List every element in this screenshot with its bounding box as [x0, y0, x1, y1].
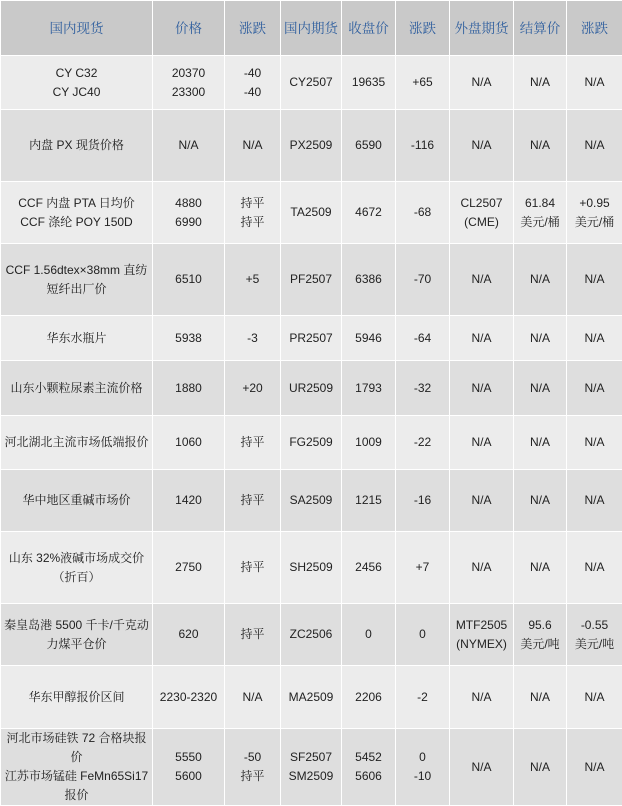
- spot-price-cell: [153, 56, 225, 110]
- spot-change-cell: [225, 416, 281, 470]
- spot-price-cell: [153, 532, 225, 604]
- futures-close-cell: [342, 110, 396, 182]
- spot-price-cell: [153, 110, 225, 182]
- header-settlement-change: 涨跌: [567, 1, 622, 56]
- settlement-price-cell: [514, 244, 567, 316]
- spot-name-cell-line: 短纤出厂价: [3, 280, 150, 299]
- settlement-price-cell-line: 美元/吨: [516, 635, 564, 654]
- spot-price-cell-line: 2230-2320: [155, 688, 222, 707]
- settlement-price-cell-line: N/A: [516, 270, 564, 289]
- futures-change-cell-line: 0: [398, 748, 447, 767]
- futures-contract-cell-line: TA2509: [283, 203, 339, 222]
- futures-change-cell-line: -16: [398, 491, 447, 510]
- spot-name-cell-line: CCF 1.56dtex×38mm 直纺: [3, 261, 150, 280]
- spot-price-cell-line: N/A: [155, 136, 222, 155]
- table-row: [1, 361, 622, 416]
- spot-change-cell: [225, 470, 281, 532]
- foreign-futures-cell-line: N/A: [452, 73, 511, 92]
- table-row: [1, 666, 622, 729]
- settlement-change-cell: [567, 56, 622, 110]
- spot-name-cell-line: 河北市场硅铁 72 合格块报价: [3, 729, 150, 767]
- table-row: [1, 110, 622, 182]
- futures-change-cell: [396, 604, 450, 666]
- spot-price-cell: [153, 604, 225, 666]
- spot-price-cell-line: 5600: [155, 767, 222, 786]
- spot-name-cell: [1, 532, 153, 604]
- spot-price-cell: [153, 470, 225, 532]
- foreign-futures-cell-line: N/A: [452, 136, 511, 155]
- settlement-change-cell: [567, 182, 622, 244]
- futures-change-cell: [396, 416, 450, 470]
- settlement-change-cell-line: N/A: [569, 688, 620, 707]
- spot-price-cell: [153, 316, 225, 361]
- settlement-price-cell: [514, 729, 567, 806]
- spot-price-cell: [153, 182, 225, 244]
- futures-close-cell: [342, 470, 396, 532]
- spot-name-cell-line: CY JC40: [3, 83, 150, 102]
- settlement-price-cell-line: N/A: [516, 433, 564, 452]
- settlement-change-cell: [567, 244, 622, 316]
- futures-change-cell: [396, 110, 450, 182]
- futures-contract-cell: [281, 56, 342, 110]
- settlement-change-cell-line: 美元/桶: [569, 213, 620, 232]
- settlement-change-cell: [567, 532, 622, 604]
- settlement-price-cell-line: N/A: [516, 379, 564, 398]
- spot-change-cell: [225, 110, 281, 182]
- spot-name-cell: [1, 666, 153, 729]
- futures-change-cell-line: +7: [398, 558, 447, 577]
- spot-change-cell-line: 持平: [227, 558, 278, 577]
- foreign-futures-cell-line: N/A: [452, 379, 511, 398]
- spot-name-cell: [1, 729, 153, 806]
- futures-change-cell-line: 0: [398, 625, 447, 644]
- spot-price-cell-line: 5938: [155, 329, 222, 348]
- table-row: [1, 244, 622, 316]
- header-change: 涨跌: [225, 1, 281, 56]
- foreign-futures-cell: [450, 729, 514, 806]
- spot-price-cell-line: 6990: [155, 213, 222, 232]
- foreign-futures-cell-line: N/A: [452, 688, 511, 707]
- futures-contract-cell: [281, 532, 342, 604]
- futures-change-cell: [396, 532, 450, 604]
- table-row: [1, 316, 622, 361]
- table-row: [1, 604, 622, 666]
- header-domestic-futures: 国内期货: [281, 1, 342, 56]
- foreign-futures-cell-line: N/A: [452, 329, 511, 348]
- spot-name-cell-line: CCF 内盘 PTA 日均价: [3, 194, 150, 213]
- spot-change-cell-line: -40: [227, 83, 278, 102]
- table-header-row: [1, 1, 622, 56]
- spot-price-cell: [153, 244, 225, 316]
- settlement-change-cell-line: N/A: [569, 433, 620, 452]
- futures-contract-cell: [281, 604, 342, 666]
- spot-price-cell-line: 20370: [155, 64, 222, 83]
- settlement-change-cell-line: N/A: [569, 329, 620, 348]
- foreign-futures-cell-line: N/A: [452, 270, 511, 289]
- spot-name-cell-line: CCF 涤纶 POY 150D: [3, 213, 150, 232]
- spot-change-cell-line: -50: [227, 748, 278, 767]
- futures-change-cell: [396, 244, 450, 316]
- futures-close-cell: [342, 244, 396, 316]
- futures-contract-cell-line: PF2507: [283, 270, 339, 289]
- futures-close-cell: [342, 666, 396, 729]
- futures-change-cell-line: +65: [398, 73, 447, 92]
- futures-change-cell: [396, 666, 450, 729]
- settlement-price-cell-line: 美元/桶: [516, 213, 564, 232]
- foreign-futures-cell-line: N/A: [452, 758, 511, 777]
- settlement-change-cell-line: 美元/吨: [569, 635, 620, 654]
- settlement-change-cell: [567, 416, 622, 470]
- futures-contract-cell: [281, 729, 342, 806]
- futures-contract-cell-line: MA2509: [283, 688, 339, 707]
- foreign-futures-cell: [450, 244, 514, 316]
- futures-close-cell-line: 1793: [344, 379, 393, 398]
- spot-change-cell-line: -40: [227, 64, 278, 83]
- futures-close-cell-line: 2206: [344, 688, 393, 707]
- futures-contract-cell-line: PX2509: [283, 136, 339, 155]
- settlement-change-cell-line: N/A: [569, 73, 620, 92]
- futures-contract-cell: [281, 416, 342, 470]
- spot-change-cell-line: 持平: [227, 433, 278, 452]
- foreign-futures-cell-line: N/A: [452, 491, 511, 510]
- futures-contract-cell: [281, 361, 342, 416]
- spot-price-cell: [153, 361, 225, 416]
- settlement-price-cell-line: N/A: [516, 491, 564, 510]
- futures-close-cell-line: 19635: [344, 73, 393, 92]
- spot-name-cell-line: 河北湖北主流市场低端报价: [3, 433, 150, 452]
- settlement-change-cell: [567, 729, 622, 806]
- spot-name-cell: [1, 110, 153, 182]
- settlement-price-cell: [514, 316, 567, 361]
- spot-change-cell: [225, 182, 281, 244]
- foreign-futures-cell: [450, 470, 514, 532]
- spot-name-cell: [1, 604, 153, 666]
- spot-name-cell-line: 报价: [3, 786, 150, 805]
- futures-close-cell-line: 4672: [344, 203, 393, 222]
- spot-name-cell-line: 力煤平仓价: [3, 635, 150, 654]
- settlement-price-cell: [514, 361, 567, 416]
- settlement-price-cell-line: N/A: [516, 558, 564, 577]
- settlement-price-cell: [514, 182, 567, 244]
- spot-price-cell-line: 5550: [155, 748, 222, 767]
- foreign-futures-cell: [450, 182, 514, 244]
- settlement-price-cell: [514, 604, 567, 666]
- futures-close-cell-line: 5606: [344, 767, 393, 786]
- spot-name-cell: [1, 244, 153, 316]
- futures-change-cell-line: -2: [398, 688, 447, 707]
- spot-name-cell-line: 华东甲醇报价区间: [3, 688, 150, 707]
- spot-change-cell: [225, 244, 281, 316]
- futures-close-cell-line: 5946: [344, 329, 393, 348]
- spot-change-cell-line: 持平: [227, 213, 278, 232]
- foreign-futures-cell: [450, 56, 514, 110]
- futures-contract-cell-line: SA2509: [283, 491, 339, 510]
- spot-name-cell: [1, 316, 153, 361]
- table-body: [1, 56, 622, 806]
- futures-close-cell: [342, 532, 396, 604]
- futures-close-cell-line: 2456: [344, 558, 393, 577]
- spot-price-cell: [153, 666, 225, 729]
- spot-name-cell-line: 华中地区重碱市场价: [3, 491, 150, 510]
- spot-change-cell-line: +5: [227, 270, 278, 289]
- spot-change-cell-line: +20: [227, 379, 278, 398]
- foreign-futures-cell-line: MTF2505: [452, 616, 511, 635]
- settlement-change-cell-line: N/A: [569, 136, 620, 155]
- futures-change-cell: [396, 316, 450, 361]
- futures-close-cell: [342, 604, 396, 666]
- header-futures-change: 涨跌: [396, 1, 450, 56]
- futures-contract-cell: [281, 470, 342, 532]
- spot-change-cell: [225, 532, 281, 604]
- settlement-change-cell-line: N/A: [569, 558, 620, 577]
- spot-change-cell-line: 持平: [227, 625, 278, 644]
- spot-change-cell: [225, 729, 281, 806]
- settlement-price-cell: [514, 666, 567, 729]
- futures-change-cell-line: -68: [398, 203, 447, 222]
- spot-price-cell-line: 1420: [155, 491, 222, 510]
- spot-name-cell: [1, 470, 153, 532]
- settlement-change-cell: [567, 110, 622, 182]
- futures-close-cell: [342, 361, 396, 416]
- spot-change-cell-line: 持平: [227, 491, 278, 510]
- spot-name-cell: [1, 361, 153, 416]
- futures-close-cell-line: 1215: [344, 491, 393, 510]
- spot-price-cell-line: 23300: [155, 83, 222, 102]
- futures-close-cell-line: 6590: [344, 136, 393, 155]
- foreign-futures-cell-line: N/A: [452, 558, 511, 577]
- settlement-change-cell: [567, 604, 622, 666]
- header-foreign-futures: 外盘期货: [450, 1, 514, 56]
- foreign-futures-cell: [450, 316, 514, 361]
- spot-name-cell: [1, 416, 153, 470]
- futures-close-cell-line: 1009: [344, 433, 393, 452]
- futures-close-cell: [342, 316, 396, 361]
- spot-name-cell-line: 江苏市场锰硅 FeMn65Si17: [3, 767, 150, 786]
- futures-close-cell: [342, 416, 396, 470]
- spot-name-cell-line: 山东小颗粒尿素主流价格: [3, 379, 150, 398]
- settlement-price-cell-line: N/A: [516, 136, 564, 155]
- spot-name-cell-line: 华东水瓶片: [3, 329, 150, 348]
- spot-change-cell-line: -3: [227, 329, 278, 348]
- futures-change-cell: [396, 56, 450, 110]
- futures-change-cell: [396, 470, 450, 532]
- foreign-futures-cell-line: CL2507: [452, 194, 511, 213]
- settlement-price-cell: [514, 416, 567, 470]
- futures-contract-cell: [281, 316, 342, 361]
- settlement-change-cell: [567, 361, 622, 416]
- settlement-change-cell-line: N/A: [569, 758, 620, 777]
- spot-price-cell-line: 6510: [155, 270, 222, 289]
- futures-close-cell-line: 0: [344, 625, 393, 644]
- spot-price-cell-line: 2750: [155, 558, 222, 577]
- foreign-futures-cell: [450, 110, 514, 182]
- futures-change-cell-line: -70: [398, 270, 447, 289]
- foreign-futures-cell-line: N/A: [452, 433, 511, 452]
- futures-contract-cell: [281, 244, 342, 316]
- header-close-price: 收盘价: [342, 1, 396, 56]
- spot-name-cell: [1, 56, 153, 110]
- header-price: 价格: [153, 1, 225, 56]
- futures-contract-cell-line: FG2509: [283, 433, 339, 452]
- futures-change-cell: [396, 361, 450, 416]
- spot-price-cell-line: 1880: [155, 379, 222, 398]
- settlement-change-cell: [567, 470, 622, 532]
- futures-close-cell: [342, 182, 396, 244]
- spot-name-cell-line: 内盘 PX 现货价格: [3, 136, 150, 155]
- futures-contract-cell-line: PR2507: [283, 329, 339, 348]
- table-row: [1, 729, 622, 806]
- table-row: [1, 470, 622, 532]
- table-row: [1, 416, 622, 470]
- spot-change-cell-line: N/A: [227, 136, 278, 155]
- settlement-change-cell-line: N/A: [569, 379, 620, 398]
- futures-change-cell-line: -64: [398, 329, 447, 348]
- header-settlement-price: 结算价: [514, 1, 567, 56]
- spot-change-cell-line: 持平: [227, 767, 278, 786]
- futures-change-cell-line: -10: [398, 767, 447, 786]
- spot-change-cell: [225, 316, 281, 361]
- settlement-price-cell-line: N/A: [516, 688, 564, 707]
- futures-contract-cell-line: ZC2506: [283, 625, 339, 644]
- foreign-futures-cell-line: (CME): [452, 213, 511, 232]
- header-domestic-spot: 国内现货: [1, 1, 153, 56]
- futures-change-cell-line: -116: [398, 136, 447, 155]
- spot-price-cell-line: 4880: [155, 194, 222, 213]
- settlement-price-cell-line: 95.6: [516, 616, 564, 635]
- spot-change-cell-line: N/A: [227, 688, 278, 707]
- settlement-price-cell-line: N/A: [516, 758, 564, 777]
- futures-contract-cell: [281, 110, 342, 182]
- settlement-change-cell-line: +0.95: [569, 194, 620, 213]
- futures-contract-cell: [281, 666, 342, 729]
- table-row: [1, 56, 622, 110]
- spot-price-cell: [153, 729, 225, 806]
- spot-name-cell-line: 山东 32%液碱市场成交价: [3, 549, 150, 568]
- settlement-price-cell: [514, 532, 567, 604]
- spot-price-cell-line: 620: [155, 625, 222, 644]
- futures-change-cell-line: -32: [398, 379, 447, 398]
- settlement-price-cell-line: N/A: [516, 73, 564, 92]
- futures-close-cell-line: 5452: [344, 748, 393, 767]
- foreign-futures-cell: [450, 604, 514, 666]
- table-row: [1, 182, 622, 244]
- futures-close-cell-line: 6386: [344, 270, 393, 289]
- settlement-change-cell: [567, 316, 622, 361]
- spot-name-cell-line: （折百）: [3, 568, 150, 587]
- foreign-futures-cell-line: (NYMEX): [452, 635, 511, 654]
- foreign-futures-cell: [450, 361, 514, 416]
- spot-change-cell: [225, 361, 281, 416]
- foreign-futures-cell: [450, 532, 514, 604]
- settlement-price-cell-line: 61.84: [516, 194, 564, 213]
- settlement-price-cell: [514, 110, 567, 182]
- futures-contract-cell-line: UR2509: [283, 379, 339, 398]
- foreign-futures-cell: [450, 416, 514, 470]
- spot-name-cell: [1, 182, 153, 244]
- spot-price-cell-line: 1060: [155, 433, 222, 452]
- futures-contract-cell-line: SM2509: [283, 767, 339, 786]
- futures-change-cell-line: -22: [398, 433, 447, 452]
- settlement-price-cell: [514, 470, 567, 532]
- spot-change-cell-line: 持平: [227, 194, 278, 213]
- futures-close-cell: [342, 56, 396, 110]
- spot-change-cell: [225, 604, 281, 666]
- futures-change-cell: [396, 182, 450, 244]
- settlement-price-cell-line: N/A: [516, 329, 564, 348]
- settlement-change-cell-line: N/A: [569, 270, 620, 289]
- spot-name-cell-line: 秦皇岛港 5500 千卡/千克动: [3, 616, 150, 635]
- settlement-price-cell: [514, 56, 567, 110]
- settlement-change-cell-line: N/A: [569, 491, 620, 510]
- futures-close-cell: [342, 729, 396, 806]
- foreign-futures-cell: [450, 666, 514, 729]
- spot-price-cell: [153, 416, 225, 470]
- spot-change-cell: [225, 56, 281, 110]
- futures-contract-cell-line: CY2507: [283, 73, 339, 92]
- futures-contract-cell: [281, 182, 342, 244]
- spot-change-cell: [225, 666, 281, 729]
- settlement-change-cell: [567, 666, 622, 729]
- spot-name-cell-line: CY C32: [3, 64, 150, 83]
- futures-contract-cell-line: SH2509: [283, 558, 339, 577]
- futures-change-cell: [396, 729, 450, 806]
- table-row: [1, 532, 622, 604]
- futures-contract-cell-line: SF2507: [283, 748, 339, 767]
- settlement-change-cell-line: -0.55: [569, 616, 620, 635]
